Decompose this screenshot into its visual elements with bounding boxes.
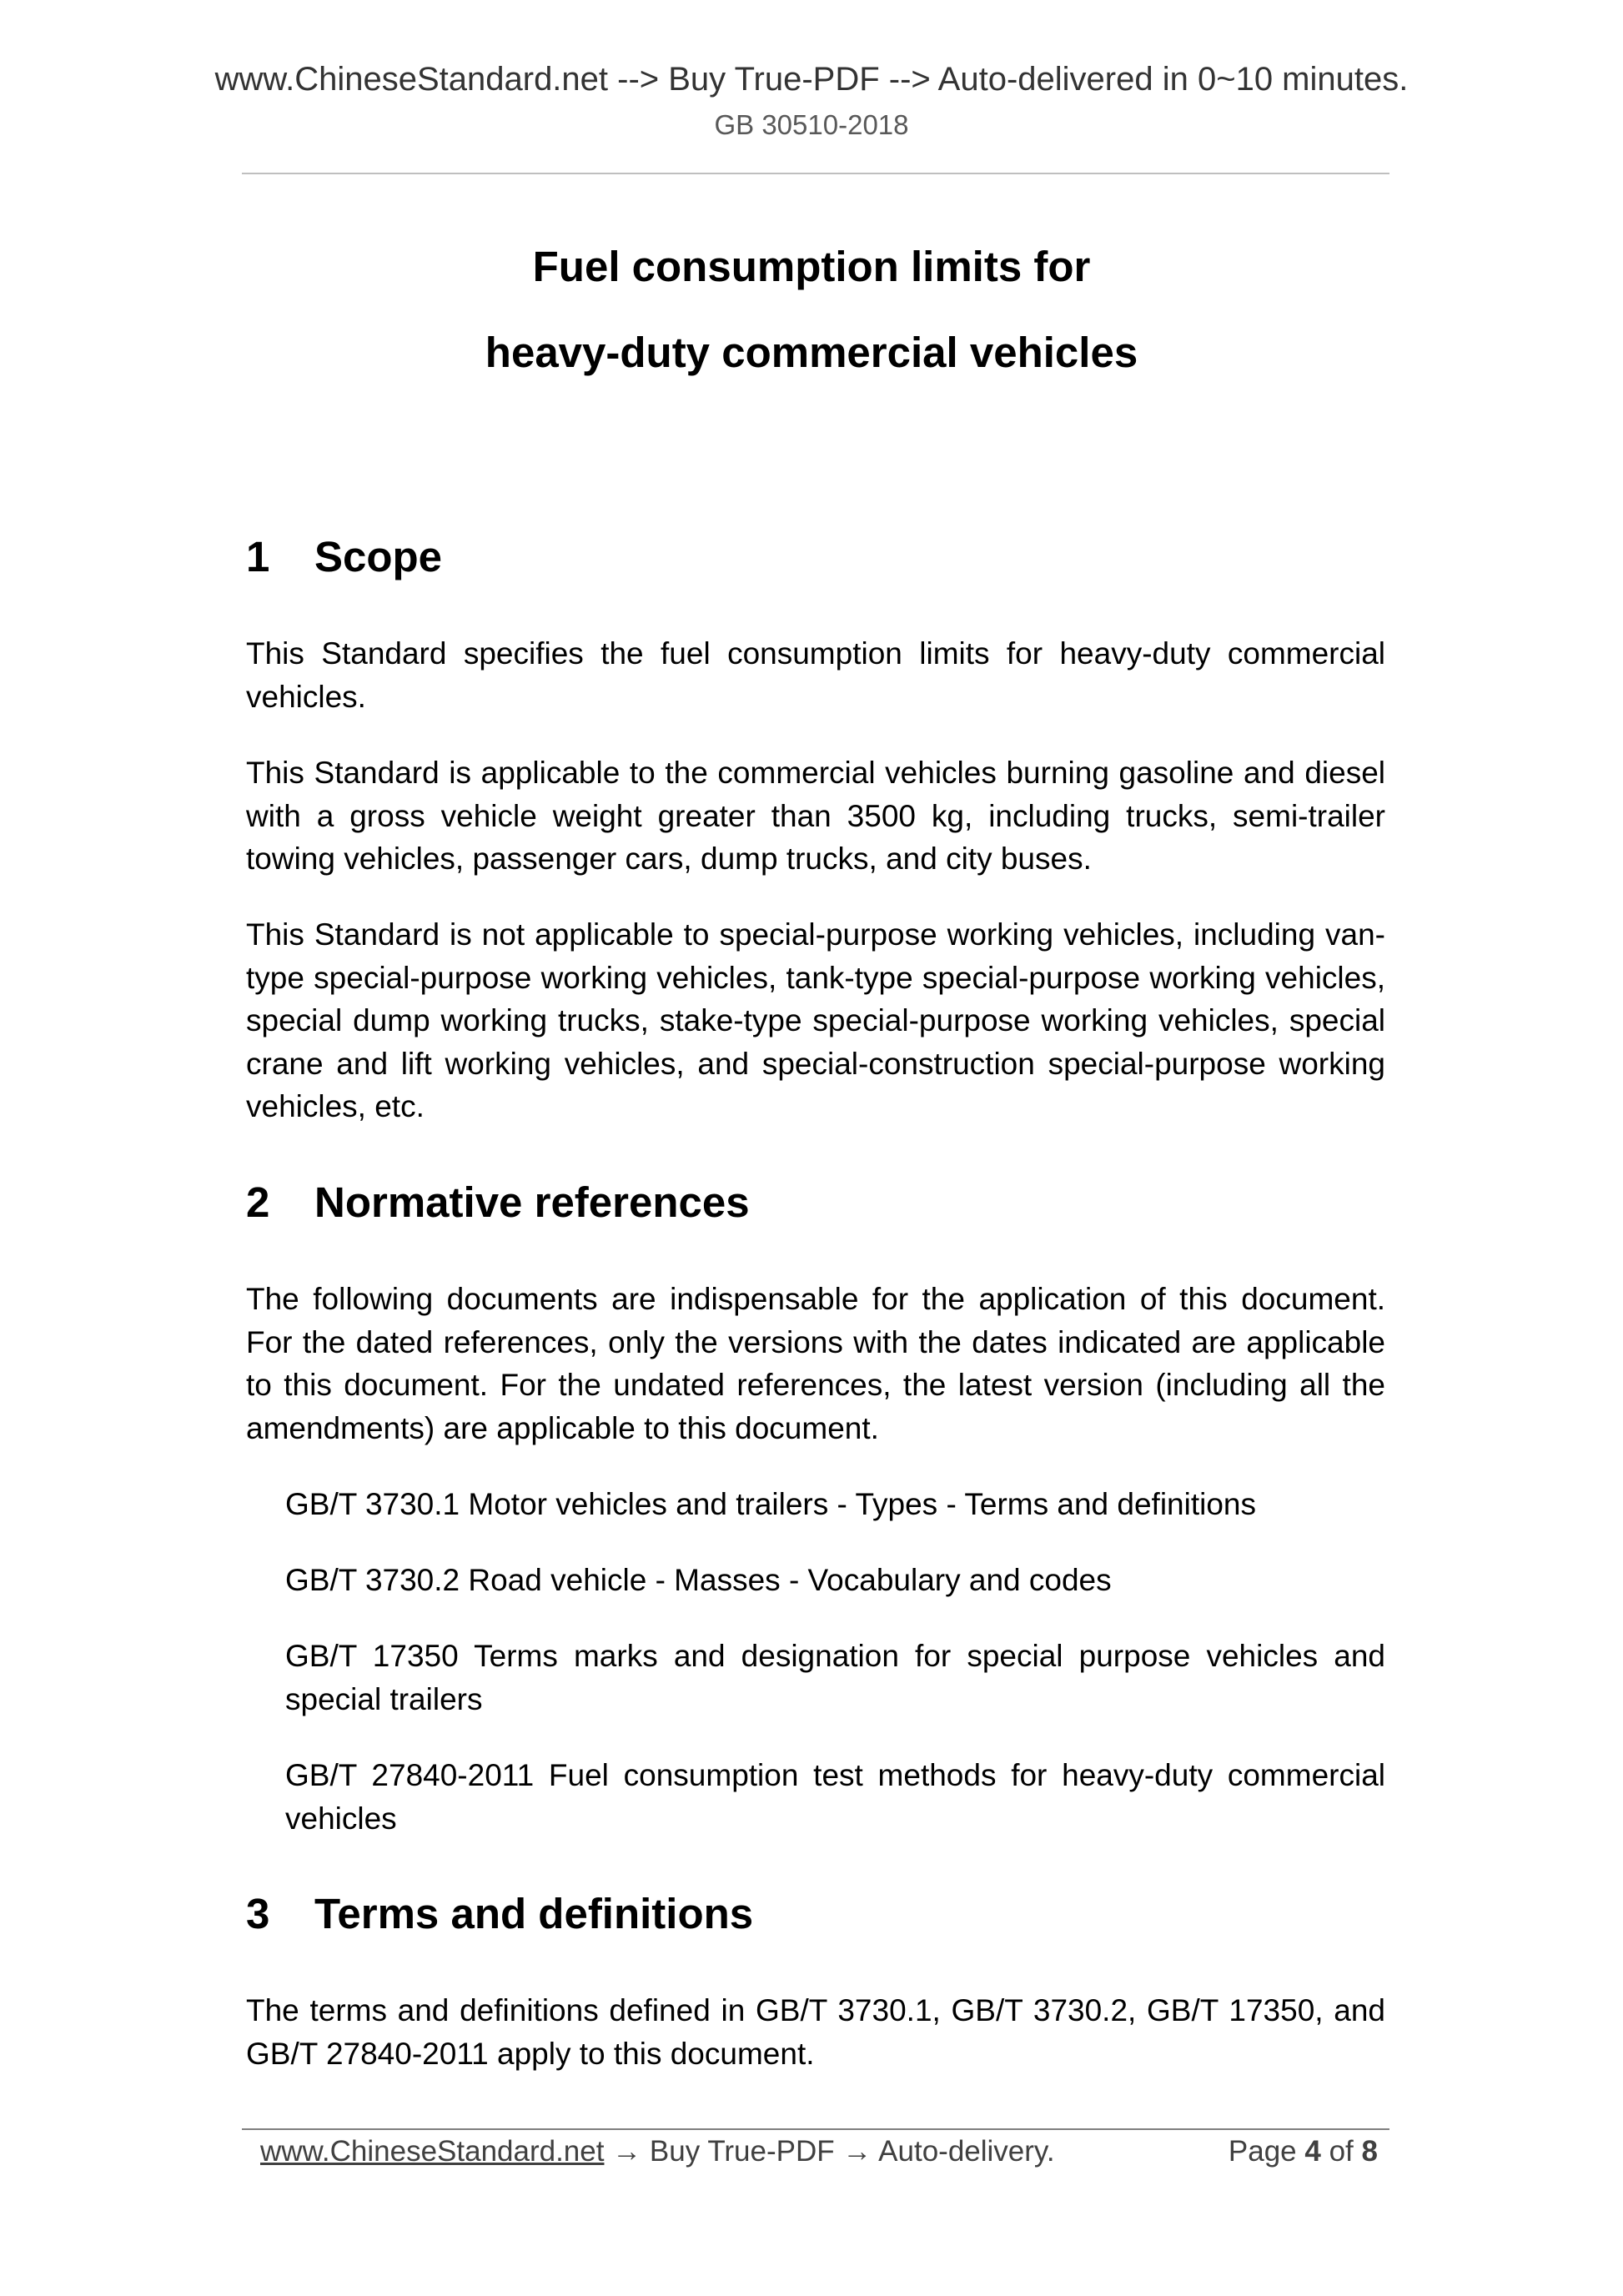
reference-item: GB/T 27840-2011 Fuel consumption test methods for heavy-duty commercial vehicles xyxy=(285,1758,1385,1836)
section-title: Terms and definitions xyxy=(314,1890,754,1937)
section-heading-normative-references xyxy=(246,1178,750,1228)
reference-item: GB/T 17350 Terms marks and designation for special purpose vehicles and special trailers xyxy=(285,1639,1385,1716)
header-divider xyxy=(242,173,1389,174)
document-title-line-2: heavy-duty commercial vehicles xyxy=(485,329,1138,376)
page-label: Page xyxy=(1228,2135,1297,2168)
of-label: of xyxy=(1329,2135,1354,2168)
paragraph: This Standard specifies the fuel consumption limits for heavy-duty commercial vehicles. xyxy=(246,636,1385,714)
reference-item: GB/T 3730.1 Motor vehicles and trailers - Types - Terms and definitions xyxy=(285,1487,1257,1521)
current-page-number: 4 xyxy=(1304,2135,1321,2168)
section-title: Normative references xyxy=(314,1178,750,1226)
section-title: Scope xyxy=(314,533,443,580)
reference-item: GB/T 3730.2 Road vehicle - Masses - Vocabulary and codes xyxy=(285,1563,1112,1597)
paragraph: The following documents are indispensable for the application of this document. For the dated references, only the versions with the dates indicated are applicable to this document. For the undated references, the latest version (including all the amendments) are applicable to this document. xyxy=(246,1282,1385,1445)
page-indicator xyxy=(1229,2133,1378,2170)
paragraph: This Standard is applicable to the commercial vehicles burning gasoline and diesel with a gross vehicle weight greater than 3500 kg, including trucks, semi-trailer towing vehicles, passenger cars, dump trucks, and city buses. xyxy=(246,756,1385,876)
header-promo-text: www.ChineseStandard.net --> Buy True-PDF --> Auto-delivered in 0~10 minutes. xyxy=(214,61,1409,98)
page-header xyxy=(0,60,1623,142)
section-heading-terms-and-definitions xyxy=(246,1889,753,1939)
paragraph: The terms and definitions defined in GB/T 3730.1, GB/T 3730.2, GB/T 17350, and GB/T 27840-2011 apply to this document. xyxy=(246,1993,1385,2071)
footer-tagline: → Buy True-PDF → Auto-delivery. xyxy=(604,2135,1055,2168)
section-number: 2 xyxy=(246,1178,270,1226)
section-heading-scope xyxy=(246,532,442,582)
section-number: 3 xyxy=(246,1890,270,1937)
header-standard-code: GB 30510-2018 xyxy=(714,109,909,140)
total-pages-number: 8 xyxy=(1361,2135,1378,2168)
footer-site-link[interactable]: www.ChineseStandard.net xyxy=(260,2135,605,2168)
document-title-line-1: Fuel consumption limits for xyxy=(532,243,1091,290)
footer-left xyxy=(260,2133,1055,2170)
footer-divider xyxy=(242,2128,1389,2130)
paragraph: This Standard is not applicable to special-purpose working vehicles, including van-type special-purpose working vehicles, tank-type special-purpose working vehicles, special dump working trucks, stake-type special-purpose working vehicles, special crane and lift working vehicles, and special-construction special-purpose working vehicles, etc. xyxy=(246,917,1385,1123)
section-number: 1 xyxy=(246,533,270,580)
